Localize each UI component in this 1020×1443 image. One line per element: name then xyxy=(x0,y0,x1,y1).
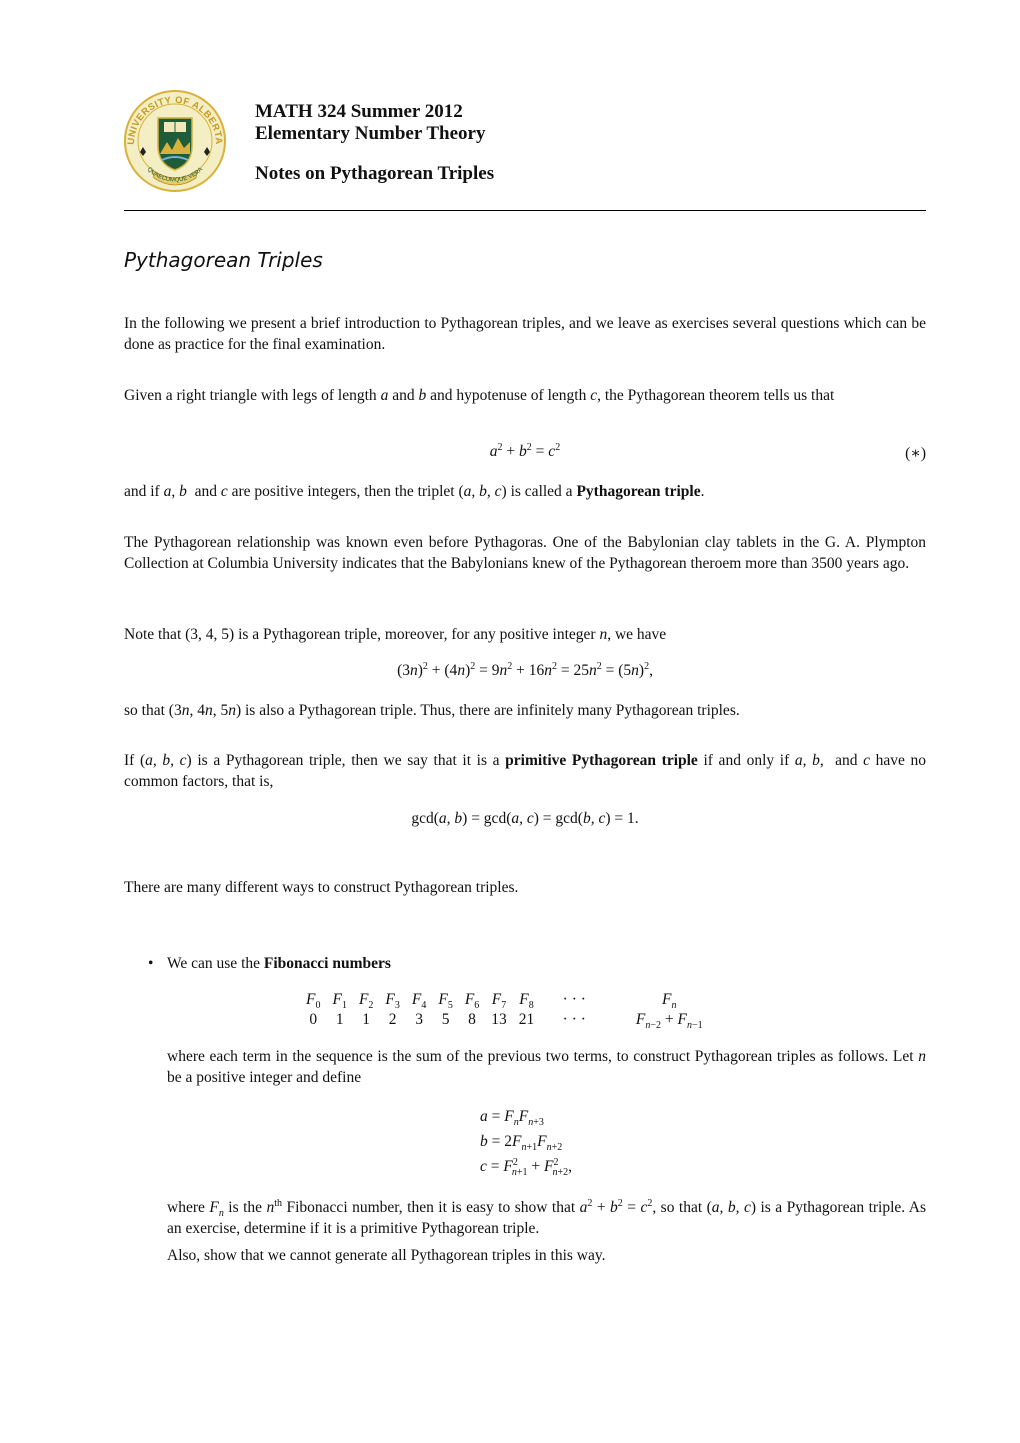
equation-tag: (∗) xyxy=(905,445,926,462)
course-subtitle: Elementary Number Theory xyxy=(255,123,486,144)
history-paragraph: The Pythagorean relationship was known even before Pythagoras. One of the Babylonian clay tablets in the G. A. Plympton Collection at Columbia University indicates that the Babylonians knew of the Pythagorean theroem more than 3500 years ago. xyxy=(124,534,926,572)
fibonacci-value-row: 0 1 1 2 3 5 8 13 21 · · · $F_{n-2} + F_{n-1}$ xyxy=(300,1010,730,1030)
logo-text-top: UNIVERSITY OF ALBERTA xyxy=(125,94,225,146)
pythagorean-equation: $a^2 + b^2 = c^2$ xyxy=(489,441,561,460)
scaling-paragraph: Note that (3, 4, 5) is a Pythagorean triple, moreover, for any positive integer n, we have xyxy=(124,626,667,643)
fib-value: 21 xyxy=(518,1011,535,1028)
fib-value: 1 xyxy=(362,1011,371,1028)
infinitely-many-paragraph: so that (3n, 4n, 5n) is also a Pythagorean triple. Thus, there are infinitely many Pythagorean triples. xyxy=(124,702,740,719)
exercise-followup: Also, show that we cannot generate all Pythagorean triples in this way. xyxy=(167,1247,606,1264)
header-rule xyxy=(124,210,926,211)
notes-title: Notes on Pythagorean Triples xyxy=(255,163,495,184)
fibonacci-table xyxy=(300,990,730,1030)
term-fibonacci: Fibonacci numbers xyxy=(263,955,391,972)
intro-paragraph: In the following we present a brief introduction to Pythagorean triples, and we leave as exercises several questions which can be done as practice for the final examination. xyxy=(124,315,926,353)
course-title: MATH 324 Summer 2012 xyxy=(255,101,463,122)
right-triangle-paragraph: Given a right triangle with legs of length a and b and hypotenuse of length c, the Pythagorean theorem tells us that xyxy=(124,387,835,404)
construction-intro-paragraph: There are many different ways to construct Pythagorean triples. xyxy=(124,879,519,896)
fibonacci-index-row: $F_0$ $F_1$ $F_2$ $F_3$ $F_4$ $F_5$ $F_6$ $F_7$ $F_8$ · · · $F_n$ xyxy=(306,991,677,1012)
university-crest-logo xyxy=(122,88,228,194)
primitive-definition-paragraph: If (a, b, c) is a Pythagorean triple, then we say that it is a primitive Pythagorean triple if and only if a, b, and c have no common factors, that is, xyxy=(124,752,927,790)
term-pythagorean-triple: Pythagorean triple xyxy=(576,483,701,500)
gcd-equation: gcd(a, b) = gcd(a, c) = gcd(b, c) = 1. xyxy=(411,810,639,827)
fib-value: 1 xyxy=(335,1011,344,1028)
fib-value: 8 xyxy=(468,1011,476,1028)
section-title: Pythagorean Triples xyxy=(124,248,323,272)
exercise-paragraph: where $F_n$ is the $n^{th}$ Fibonacci number, then it is easy to show that $a^2 + b^2 = c^2$, so that (a, b, c) is a Pythagorean triple. As an exercise, determine if it is a primitive Pythagorean triple. xyxy=(167,1197,926,1237)
fib-value: 0 xyxy=(309,1011,318,1028)
bullet-marker: • xyxy=(148,955,154,972)
fib-value: 3 xyxy=(415,1011,423,1028)
fibonacci-construction-paragraph: where each term in the sequence is the sum of the previous two terms, to construct Pythagorean triples as follows. Let n be a positive integer and define xyxy=(167,1048,927,1086)
fib-value: 2 xyxy=(388,1011,397,1028)
fib-value: 5 xyxy=(441,1011,450,1028)
scaling-equation: $(3n)^2 + (4n)^2 = 9n^2 + 16n^2 = 25n^2 = (5n)^2$, xyxy=(397,660,653,679)
fibonacci-definitions: $a = F_nF_{n+3}$ $b = 2F_{n+1}F_{n+2}$ $c = F^2_{n+1} + F^2_{n+2}$, xyxy=(480,1108,572,1179)
logo-text-bottom: QUAECUMQUE VERA xyxy=(145,166,205,184)
fib-value: 13 xyxy=(491,1011,507,1028)
fibonacci-bullet: We can use the Fibonacci numbers xyxy=(167,955,391,972)
triple-definition-paragraph: and if a, b and c are positive integers, then the triplet (a, b, c) is called a Pythagorean triple. xyxy=(124,483,705,500)
term-primitive-triple: primitive Pythagorean triple xyxy=(505,752,698,769)
